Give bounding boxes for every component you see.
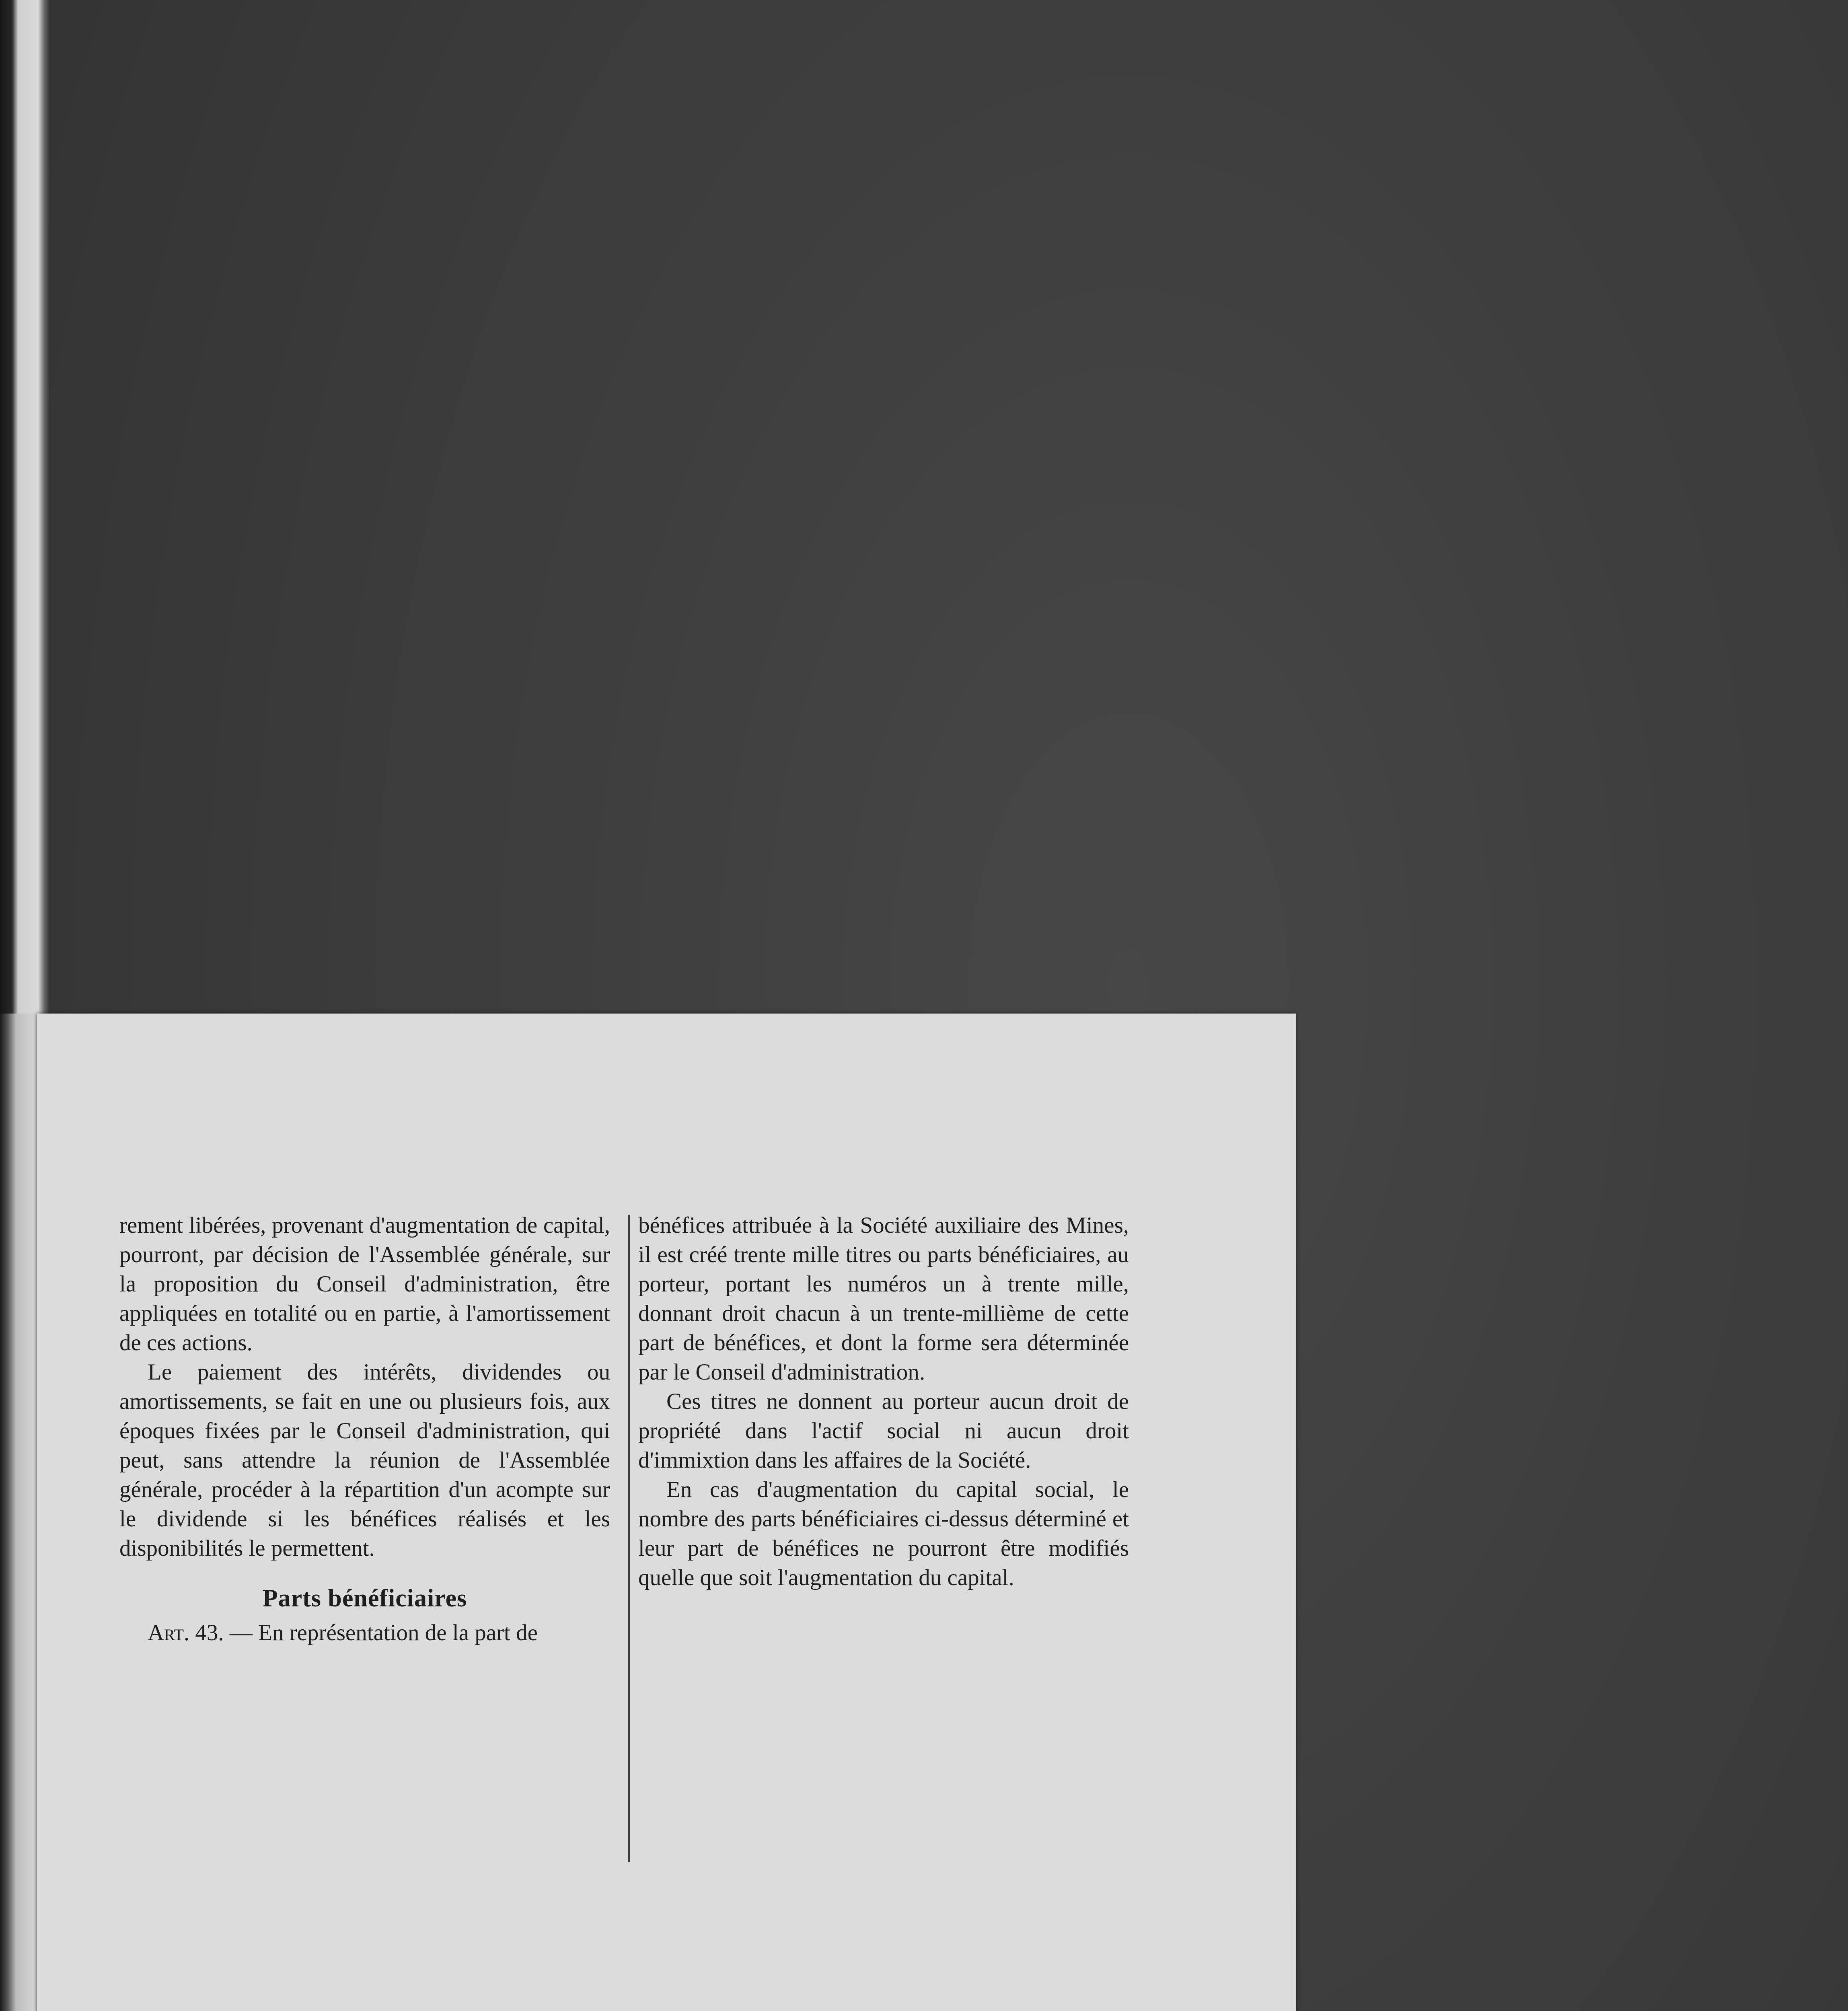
section-heading: Parts bénéficiaires [262, 1585, 467, 1612]
right-text-column [638, 1211, 1129, 1592]
paragraph: bénéfices attribuée à la Société auxiliaire des Mines, il est créé trente mille titres ou parts bénéficiaires, au porteur, portant les numéros un à trente mille, donnant droit chacun à un trente-millième de cette part de bénéfices, et dont la forme sera déterminée par le Conseil d'administration. [638, 1213, 1129, 1385]
column-divider [628, 1215, 630, 1862]
article-text: — En représentation de la part de [224, 1620, 538, 1645]
paragraph: Ces titres ne donnent au porteur aucun droit de propriété dans l'actif social ni aucun droit d'immixtion dans les affaires de la Société. [638, 1389, 1129, 1473]
document-page [37, 1014, 1296, 2011]
paragraph: En cas d'augmentation du capital social, le nombre des parts bénéficiaires ci-dessus déterminé et leur part de bénéfices ne pourront être modifiés quelle que soit l'augmentation du capital. [638, 1477, 1129, 1590]
article-label: Art. 43. [148, 1620, 224, 1645]
article-paragraph [119, 1618, 610, 1647]
left-text-column [119, 1211, 610, 1647]
paragraph: Le paiement des intérêts, dividendes ou amortissements, se fait en une ou plusieurs fois, aux époques fixées par le Conseil d'administration, qui peut, sans attendre la réunion de l'Assemblée générale, procéder à la répartition d'un acompte sur le dividende si les bénéfices réalisés et les disponibilités le permettent. [119, 1359, 610, 1561]
paragraph: rement libérées, provenant d'augmentation de capital, pourront, par décision de l'Assemblée générale, sur la proposition du Conseil d'administration, être appliquées en totalité ou en partie, à l'amortissement de ces actions. [119, 1213, 610, 1355]
